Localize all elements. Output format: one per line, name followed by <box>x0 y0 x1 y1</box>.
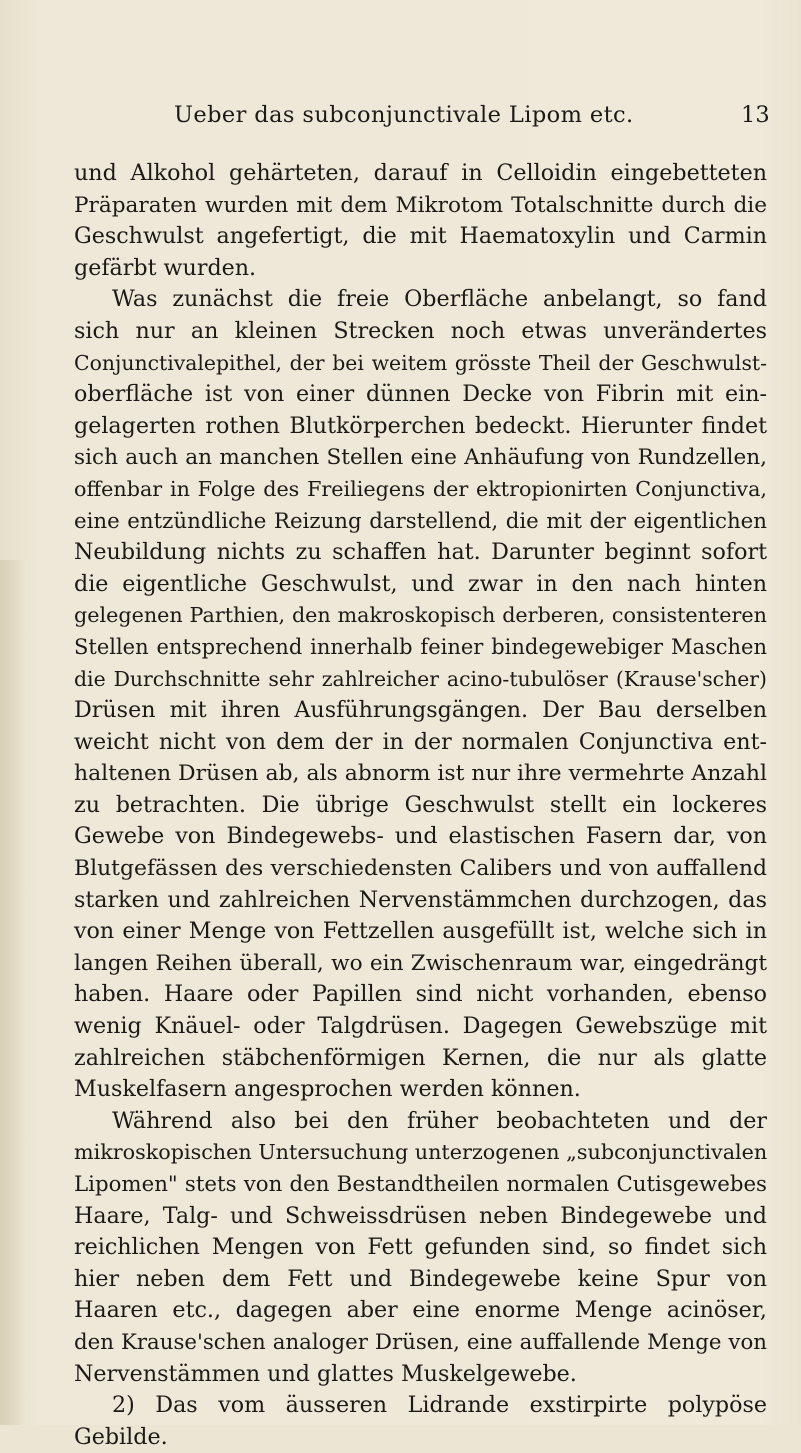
text-line: Drüsen mit ihren Ausführungsgängen. Der Bau derselben <box>74 697 767 724</box>
text-line: Conjunctivalepithel, der bei weitem grösste Theil der Geschwulst- <box>74 350 767 375</box>
text-line: und Alkohol gehärteten, darauf in Celloidin eingebetteten <box>74 160 767 186</box>
text-line: eine entzündliche Reizung darstellend, die mit der eigentlichen <box>74 508 767 534</box>
text-line: Stellen entsprechend innerhalb feiner bindegewebiger Maschen <box>74 634 767 659</box>
binding-shadow <box>0 560 26 1425</box>
text-line: die eigentliche Geschwulst, und zwar in den nach hinten <box>74 570 767 597</box>
text-line: weicht nicht von dem der in der normalen Conjunctiva ent- <box>74 728 767 755</box>
text-line: zahlreichen stäbchenförmigen Kernen, die nur als glatte <box>74 1044 767 1071</box>
text-line: gelagerten rothen Blutkörperchen bedeckt. Hierunter findet <box>74 412 767 439</box>
text-line: zu betrachten. Die übrige Geschwulst stellt ein lockeres <box>74 791 767 818</box>
text-line: haltenen Drüsen ab, als abnorm ist nur ihre vermehrte Anzahl <box>74 761 767 787</box>
text-line: Gewebe von Bindegewebs- und elastischen Fasern dar, von <box>74 823 767 850</box>
text-line: Haare, Talg- und Schweissdrüsen neben Bindegewebe und <box>74 1202 767 1229</box>
text-line: Neubildung nichts zu schaffen hat. Darunter beginnt sofort <box>74 539 767 566</box>
body-text <box>74 158 767 1453</box>
text-line: Haaren etc., dagegen aber eine enorme Menge acinöser, <box>74 1297 767 1324</box>
text-line: gelegenen Parthien, den makroskopisch derberen, consistenteren <box>74 603 767 628</box>
text-line: oberfläche ist von einer dünnen Decke von Fibrin mit ein- <box>74 381 767 408</box>
text-line: Präparaten wurden mit dem Mikrotom Totalschnitte durch die <box>74 192 767 218</box>
text-line: Geschwulst angefertigt, die mit Haematoxylin und Carmin <box>74 223 767 250</box>
text-line: Nervenstämmen und glattes Muskelgewebe. <box>74 1360 577 1387</box>
text-line: offenbar in Folge des Freiliegens der ektropionirten Conjunctiva, <box>74 476 767 501</box>
text-line: langen Reihen überall, wo ein Zwischenraum war, eingedrängt <box>74 950 767 976</box>
text-line: gefärbt wurden. <box>74 254 257 281</box>
text-line: haben. Haare oder Papillen sind nicht vorhanden, ebenso <box>74 981 767 1008</box>
text-line: mikroskopischen Untersuchung unterzogenen „subconjunctivalen <box>74 1140 768 1165</box>
text-line: Was zunächst die freie Oberfläche anbelangt, so fand <box>112 286 767 313</box>
text-line: sich auch an manchen Stellen eine Anhäufung von Rundzellen, <box>74 445 767 471</box>
text-line: Gebilde. <box>74 1423 168 1450</box>
text-line: wenig Knäuel- oder Talgdrüsen. Dagegen Gewebszüge mit <box>74 1013 767 1040</box>
page-number: 13 <box>741 102 770 128</box>
text-line: starken und zahlreichen Nervenstämmchen durchzogen, das <box>74 886 767 913</box>
text-line: den Krause'schen analoger Drüsen, eine auffallende Menge von <box>74 1329 767 1355</box>
page-header <box>0 102 801 136</box>
text-line: Muskelfasern angesprochen werden können. <box>74 1076 581 1103</box>
text-line: Während also bei den früher beobachteten und der <box>112 1107 767 1134</box>
running-title: Ueber das subconjunctivale Lipom etc. <box>174 102 634 128</box>
text-line: 2) Das vom äusseren Lidrande exstirpirte polypöse <box>112 1392 767 1419</box>
text-line: reichlichen Mengen von Fett gefunden sind, so findet sich <box>74 1234 767 1261</box>
text-line: sich nur an kleinen Strecken noch etwas unverändertes <box>74 317 767 344</box>
text-line: Blutgefässen des verschiedensten Calibers und von auffallend <box>74 856 767 882</box>
text-line: die Durchschnitte sehr zahlreicher acino-tubulöser (Krause'scher) <box>74 666 767 691</box>
text-line: Lipomen" stets von den Bestandtheilen normalen Cutisgewebes <box>74 1172 767 1197</box>
text-line: von einer Menge von Fettzellen ausgefüllt ist, welche sich in <box>74 918 767 945</box>
text-line: hier neben dem Fett und Bindegewebe keine Spur von <box>74 1265 767 1292</box>
